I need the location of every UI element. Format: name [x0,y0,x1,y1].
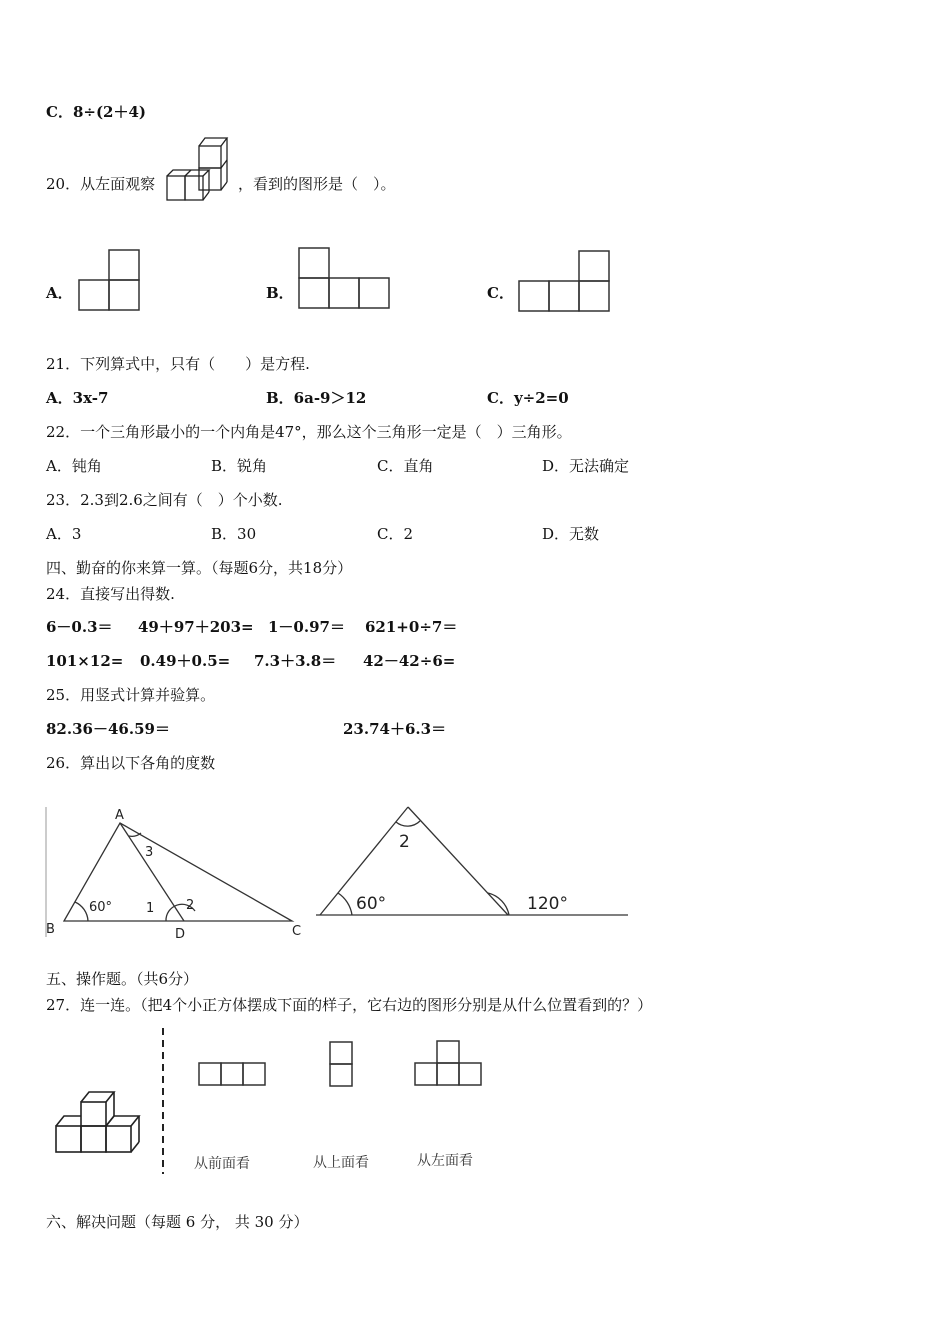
point-label-b: B [46,922,55,937]
q24-expr: 49＋97＋203= [138,618,254,636]
q24-expr: 42－42÷6= [363,652,456,670]
q20-option-b-label[interactable]: B． [266,284,294,302]
q26-triangle-abc-figure [44,805,314,945]
q21-option-b[interactable]: B．6a-9＞12 [266,389,367,407]
q23-option-d[interactable]: D．无数 [542,525,600,543]
q20-option-a-label[interactable]: A． [46,284,73,302]
q27-dashed-divider [160,1028,166,1174]
q25-stem: 25．用竖式计算并验算。 [46,686,216,704]
view-label-top[interactable]: 从上面看 [313,1155,369,1171]
q27-cube-stack-figure [54,1086,150,1156]
angle-label-1: 1 [146,901,155,916]
q22-option-b[interactable]: B．锐角 [211,457,268,475]
q20-cube-stack-figure [165,134,237,206]
view-label-front[interactable]: 从前面看 [194,1156,250,1172]
q23-option-c[interactable]: C．2 [377,525,414,543]
angle-label-2: 2 [399,832,410,852]
angle-label-120: 120° [527,894,568,914]
q22-option-c[interactable]: C．直角 [377,457,434,475]
angle-label-60: 60° [89,900,113,915]
q25-item: 82.36－46.59＝ [46,720,170,738]
q20-option-b-shape[interactable] [298,247,390,309]
q21-option-c[interactable]: C．y÷2=0 [487,389,569,407]
q21-stem: 21．下列算式中，只有（ ）是方程. [46,355,310,373]
q25-item: 23.74＋6.3＝ [343,720,447,738]
point-label-c: C [292,924,302,939]
view-top-shape[interactable] [329,1041,353,1087]
q20-option-c-label[interactable]: C． [487,284,514,302]
q26-triangle-exterior-angle-figure [314,795,630,920]
q24-stem: 24．直接写出得数. [46,585,175,603]
q22-option-a[interactable]: A．钝角 [46,457,102,475]
q20-option-a-shape[interactable] [78,249,140,311]
q22-stem: 22．一个三角形最小的一个内角是47°，那么这个三角形一定是（ ）三角形。 [46,423,572,441]
q27-stem: 27．连一连。（把4个小正方体摆成下面的样子，它右边的图形分别是从什么位置看到的？） [46,996,653,1014]
q24-expr: 0.49＋0.5= [140,652,231,670]
q20-stem-prefix: 20．从左面观察 [46,175,156,193]
q23-stem: 23．2.3到2.6之间有（ ）个小数. [46,491,283,509]
point-label-a: A [115,808,124,823]
view-label-left[interactable]: 从左面看 [417,1153,473,1169]
q21-option-a[interactable]: A．3x-7 [46,389,109,407]
angle-label-2: 2 [186,898,195,913]
q24-expr: 621+0÷7＝ [365,618,458,636]
q20-option-c-shape[interactable] [518,250,610,312]
q22-option-d[interactable]: D．无法确定 [542,457,630,475]
section-6-heading: 六、解决问题（每题 6 分， 共 30 分） [46,1213,309,1231]
q23-option-a[interactable]: A．3 [46,525,82,543]
q23-option-b[interactable]: B．30 [211,525,257,543]
q24-expr: 1－0.97＝ [268,618,345,636]
q24-expr: 7.3＋3.8＝ [254,652,337,670]
q26-stem: 26．算出以下各角的度数 [46,754,216,772]
q20-stem-suffix: ，看到的图形是（ ）。 [238,175,396,193]
q19-option-c: C．8÷(2＋4) [46,103,147,121]
q24-expr: 101×12= [46,652,124,670]
q24-expr: 6－0.3＝ [46,618,113,636]
view-left-shape[interactable] [414,1040,482,1086]
section-5-heading: 五、操作题。（共6分） [46,970,199,988]
section-4-heading: 四、勤奋的你来算一算。（每题6分，共18分） [46,559,353,577]
angle-label-3: 3 [145,845,154,860]
angle-label-60: 60° [356,894,387,914]
point-label-d: D [175,927,186,942]
view-front-shape[interactable] [198,1062,266,1086]
